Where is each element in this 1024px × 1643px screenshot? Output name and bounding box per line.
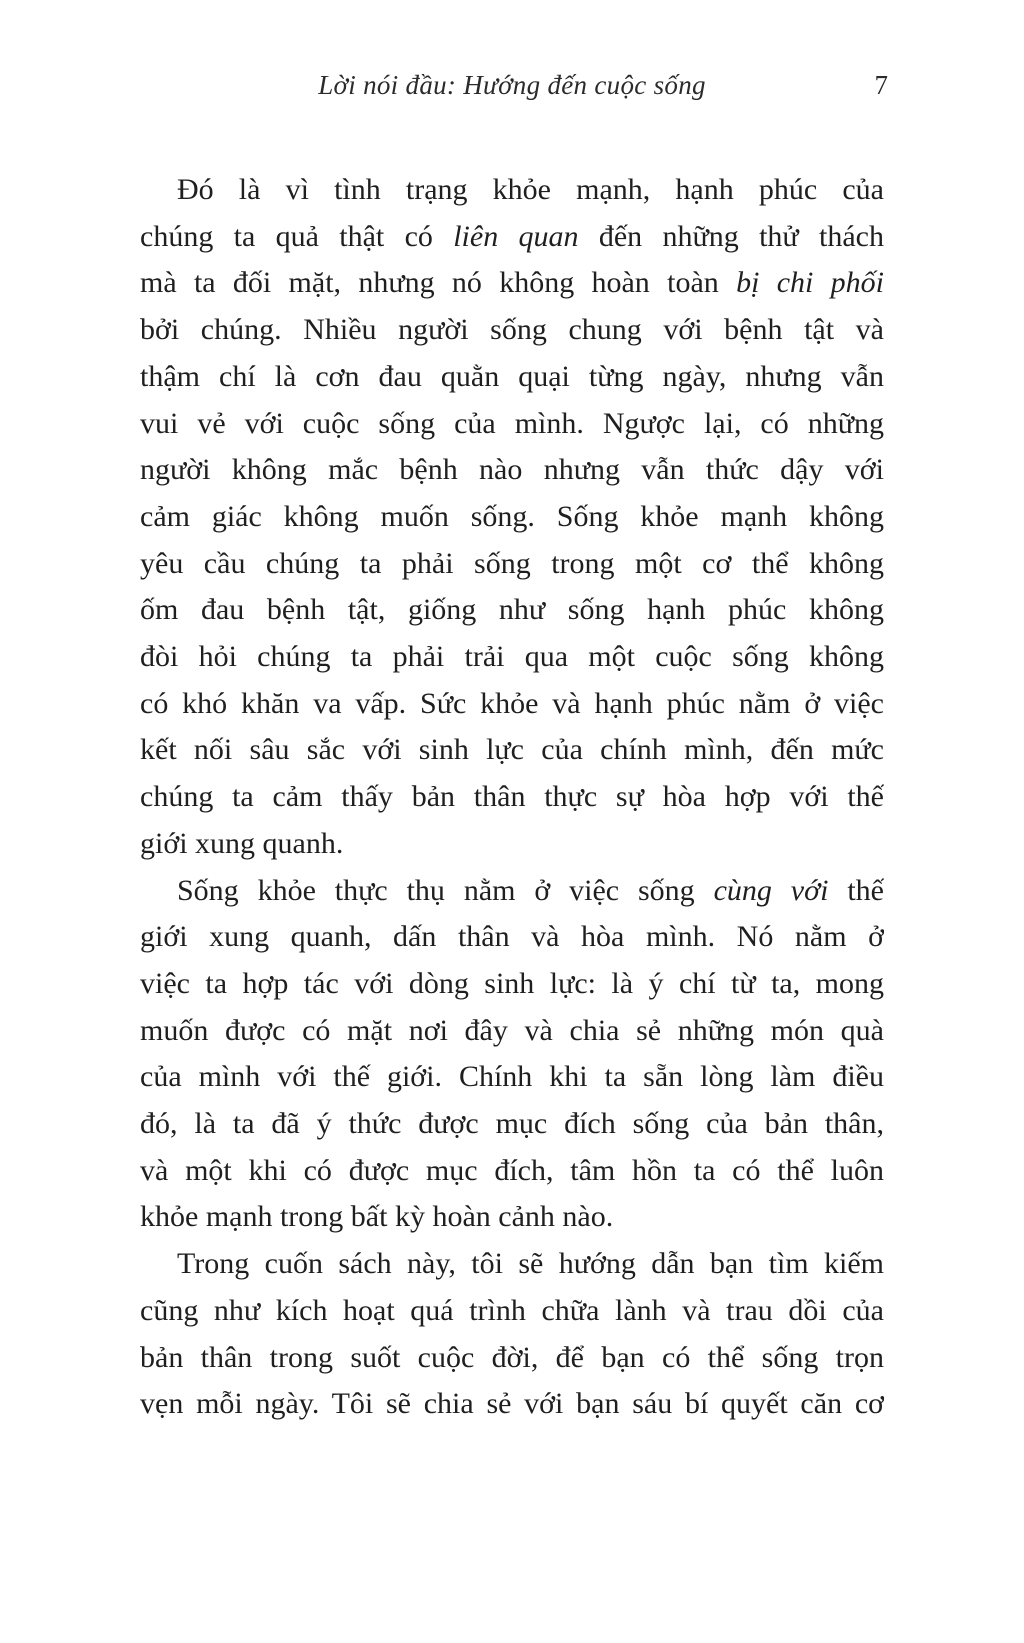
- body-text: khỏe mạnh trong bất kỳ hoàn cảnh nào.: [140, 1200, 614, 1234]
- text-line: [140, 587, 884, 634]
- body-text: bản thân trong suốt cuộc đời, để bạn có thể sống trọn: [140, 1340, 884, 1374]
- text-line: [140, 1148, 884, 1195]
- body-text: cảm giác không muốn sống. Sống khỏe mạnh không: [140, 499, 884, 533]
- text-line: [140, 214, 884, 261]
- emphasized-text: bị chi phối: [736, 266, 884, 300]
- emphasized-text: cùng với: [713, 873, 829, 907]
- body-text: người không mắc bệnh nào nhưng vẫn thức dậy với: [140, 453, 884, 487]
- text-line: [140, 447, 884, 494]
- body-text: chúng ta cảm thấy bản thân thực sự hòa hợp với thế: [140, 780, 884, 814]
- text-line: [140, 1288, 884, 1335]
- body-text: thậm chí là cơn đau quằn quại từng ngày, nhưng vẫn: [140, 359, 884, 393]
- emphasized-text: liên quan: [453, 219, 579, 253]
- body-text: vui vẻ với cuộc sống của mình. Ngược lại, có những: [140, 406, 884, 440]
- body-text: bởi chúng. Nhiều người sống chung với bệnh tật và: [140, 313, 884, 347]
- body-text: mà ta đối mặt, nhưng nó không hoàn toàn: [140, 266, 737, 300]
- page-number: 7: [874, 70, 888, 100]
- text-line: [140, 821, 884, 868]
- text-line: [140, 868, 884, 915]
- text-line: [140, 494, 884, 541]
- text-line: [140, 634, 884, 681]
- text-line: [140, 1008, 884, 1055]
- paragraph: [140, 167, 884, 868]
- text-line: [140, 681, 884, 728]
- text-line: [140, 1335, 884, 1382]
- page-header: [140, 68, 888, 102]
- text-line: [140, 307, 884, 354]
- body-text: cũng như kích hoạt quá trình chữa lành và trau dồi của: [140, 1293, 884, 1327]
- body-text: của mình với thế giới. Chính khi ta sẵn lòng làm điều: [140, 1060, 884, 1094]
- body-text: Đó là vì tình trạng khỏe mạnh, hạnh phúc của: [177, 173, 884, 206]
- text-line: [140, 914, 884, 961]
- text-line: [140, 541, 884, 588]
- book-page: [0, 68, 1024, 1643]
- text-line: [140, 1101, 884, 1148]
- body-text: muốn được có mặt nơi đây và chia sẻ những món quà: [140, 1013, 884, 1047]
- text-line: [140, 1241, 884, 1288]
- body-text: và một khi có được mục đích, tâm hồn ta có thể luôn: [140, 1153, 884, 1187]
- text-line: [140, 727, 884, 774]
- paragraph: [140, 868, 884, 1242]
- body-text: giới xung quanh.: [140, 826, 344, 860]
- text-block: [140, 102, 884, 1428]
- body-text: yêu cầu chúng ta phải sống trong một cơ thể không: [140, 546, 884, 580]
- text-line: [140, 260, 884, 307]
- body-text: có khó khăn va vấp. Sức khỏe và hạnh phúc nằm ở việc: [140, 686, 884, 720]
- text-line: [140, 167, 884, 214]
- body-text: đến những thử thách: [578, 219, 884, 253]
- body-text: giới xung quanh, dấn thân và hòa mình. Nó nằm ở: [140, 920, 884, 954]
- body-text: đòi hỏi chúng ta phải trải qua một cuộc sống không: [140, 640, 884, 674]
- body-text: Sống khỏe thực thụ nằm ở việc sống: [177, 873, 714, 907]
- text-line: [140, 1381, 884, 1428]
- body-text: vẹn mỗi ngày. Tôi sẽ chia sẻ với bạn sáu bí quyết căn cơ: [140, 1387, 884, 1421]
- text-line: [140, 1194, 884, 1241]
- body-text: Trong cuốn sách này, tôi sẽ hướng dẫn bạn tìm kiếm: [177, 1247, 884, 1281]
- text-line: [140, 401, 884, 448]
- body-text: kết nối sâu sắc với sinh lực của chính mình, đến mức: [140, 733, 884, 767]
- text-line: [140, 354, 884, 401]
- paragraph: [140, 1241, 884, 1428]
- text-line: [140, 961, 884, 1008]
- text-line: [140, 774, 884, 821]
- body-text: ốm đau bệnh tật, giống như sống hạnh phúc không: [140, 593, 884, 627]
- body-text: thế: [828, 873, 884, 907]
- body-text: việc ta hợp tác với dòng sinh lực: là ý chí từ ta, mong: [140, 966, 884, 1000]
- text-line: [140, 1054, 884, 1101]
- body-text: đó, là ta đã ý thức được mục đích sống của bản thân,: [140, 1107, 884, 1141]
- running-chapter-title: Lời nói đầu: Hướng đến cuộc sống: [318, 70, 706, 100]
- body-text: chúng ta quả thật có: [140, 219, 454, 253]
